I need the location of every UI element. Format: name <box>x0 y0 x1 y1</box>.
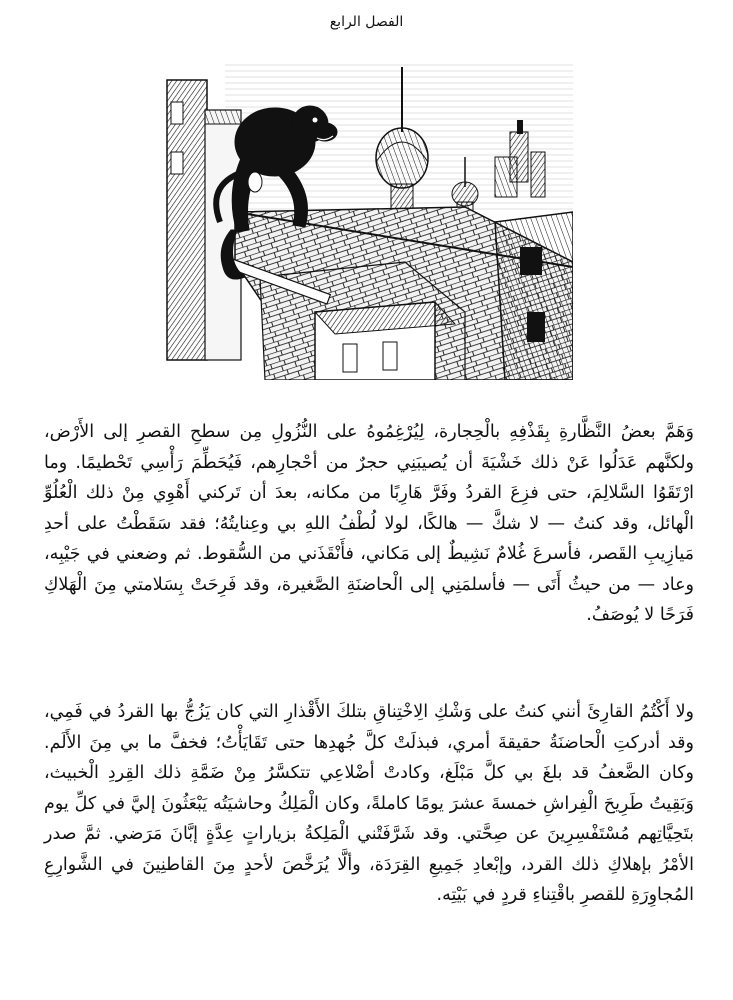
chapter-title: الفصل الرابع <box>329 14 404 30</box>
monkey-on-palace-roof-illustration <box>165 62 573 380</box>
paragraph-2: ولا أَكْتُمُ القارِئَ أنني كنتُ على وَشْكِ الِاخْتِناقِ بتلكَ الأَقْذارِ التي كان يَزُجُّ بها القردُ في فَمِي، وقد أدركتِ الْحاضنَةُ حقيقةَ أمري، فبذلَتْ كلَّ جُهدِها حتى تَقَايَأْتُ؛ فخفَّ ما بي مِنَ الأَلَم. وكان الضَّعفُ قد بلغَ بي كلَّ مَبْلَغ، وكادتْ أضْلاعِي تتكسَّرُ مِنْ ضَمَّةِ ذلك القِردِ الْخبيث، وَبَقِيتُ طَرِيحَ الْفِراشِ خمسةَ عشرَ يومًا كاملةً، وكان الْمَلِكُ وحاشيَتُه يَبْعَثُونَ إليَّ في كلِّ يوم بتَحِيَّاتِهم مُسْتَفْسِرِينَ عن صِحَّتي. وقد شَرَّفَتْني الْمَلِكةُ بزياراتٍ عِدَّةٍ إبَّانَ مَرَضي. ثمَّ صدر الأمْرُ بإهلاكِ ذلك القرد، وإبْعادِ جَمِيعِ القِرَدَة، وألَّا يُرَخَّصَ لأحدٍ مِنَ القاطنِينَ في الشَّوارِعِ المُجاوِرَةِ للقصرِ باقْتِناءِ قردٍ في بَيْتِه. <box>44 702 694 905</box>
paragraph-1: وَهَمَّ بعضُ النَّظَّارةِ بِقَذْفِهِ بالْحِجارة، لِيُرْغِمُوهُ على النُّزُولِ مِن سطحِ القصرِ إلى الأَرْض، ولكنَّهم عَدَلُوا عَنْ ذلك خَشْيَةَ أن يُصيبَنِي حجرٌ من أحْجارِهم، فَيُحَطِّمَ رَأْسِي تَحْطيمًا. وما ارْتَقَوُا السَّلالِمَ، حتى فزِعَ القردُ وفَرَّ هَارِبًا من مكانه، بعدَ أن تَركني أَهْوِي مِنْ ذلك الْعُلُوِّ الْهائل، وقد كنتُ — لا شكَّ — هالكًا، لولا لُطْفُ اللهِ بي وعِنايتُهُ؛ فقد سَقَطْتُ على أحدِ مَيازِيبِ القَصر، فأسرعَ غُلامٌ نَشِيطٌ إلى مَكاني، فأَنْقَذَني من السُّقوط. ثم وضعني في جَيْبِه، وعاد — من حيثُ أَتَى — فأسلمَنِي إلى الْحاضنَةِ الصَّغيرة، وقد فَرِحَتْ بِسَلامتي مِنَ الْهَلاكِ فَرَحًا لا يُوصَفُ. <box>44 422 694 625</box>
